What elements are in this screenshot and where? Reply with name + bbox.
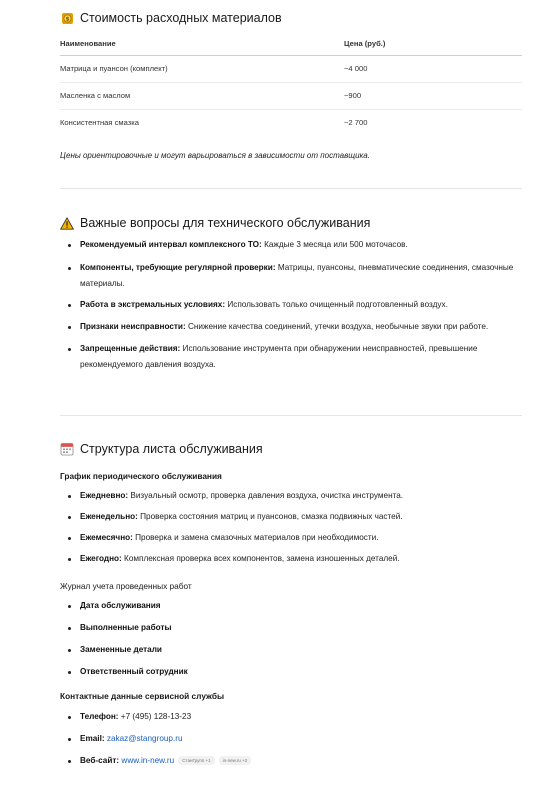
list-item [60,260,522,292]
maintenance-heading [60,216,522,230]
contacts-list [60,709,522,769]
item-label: Ежегодно: [80,554,122,563]
schedule-subheading: График периодического обслуживания [60,471,222,481]
costs-table [60,32,522,136]
item-label: Рекомендуемый интервал комплексного ТО: [80,240,262,249]
item-price: ~4 000 [344,64,368,73]
site-label: Веб-сайт: [80,756,120,765]
journal-list [60,598,522,680]
svg-text:$: $ [65,16,69,23]
table-row [60,82,522,109]
divider [60,188,522,189]
item-name: Консистентная смазка [60,118,139,128]
costs-section [60,11,522,25]
list-item [60,551,522,567]
list-item [60,509,522,525]
list-item [60,530,522,546]
website-link[interactable]: www.in-new.ru [121,756,175,765]
calendar-icon [60,442,74,456]
table-header-row [60,32,522,55]
source-chip[interactable]: СтанГрупп +1 [178,756,214,765]
item-label: Еженедельно: [80,512,138,521]
item-label: Ежедневно: [80,491,129,500]
item-text: Комплексная проверка всех компонентов, замена изношенных деталей. [121,554,400,563]
price-note: Цены ориентировочные и могут варьироваться в зависимости от поставщика. [60,151,370,160]
item-text: Проверка и замена смазочных материалов при необходимости. [132,533,379,542]
maintenance-section [60,216,522,230]
item-label: Запрещенные действия: [80,344,181,353]
sheet-heading [60,442,522,456]
list-item [60,598,522,614]
list-item [60,731,522,747]
item-text: Матрицы, пуансоны, пневматические соединения, смазочные материалы. [80,263,514,288]
item-text: Каждые 3 месяца или 500 моточасов. [261,240,408,249]
item-price: ~2 700 [344,118,368,128]
email-link[interactable]: zakaz@stangroup.ru [106,734,183,743]
item-label: Работа в экстремальных условиях: [80,300,226,309]
table-row [60,55,522,82]
costs-title: Стоимость расходных материалов [80,11,282,25]
journal-item: Замененные детали [80,645,162,654]
list-item [60,620,522,636]
phone-label: Телефон: [80,712,119,721]
phone-value: +7 (495) 128-13-23 [118,712,192,721]
journal-item: Выполненные работы [80,623,172,632]
email-label: Email: [80,734,105,743]
column-header-price: Цена (руб.) [344,38,386,48]
maintenance-list [60,237,522,373]
list-item [60,297,522,313]
schedule-list [60,488,522,567]
item-text: Использовать только очищенный подготовленный воздух. [225,300,448,309]
list-item [60,341,522,373]
money-bag-icon [60,11,74,25]
sheet-title: Структура листа обслуживания [80,442,263,456]
journal-item: Дата обслуживания [80,601,161,610]
item-name: Масленка с маслом [60,91,131,100]
item-name: Матрица и пуансон (комплект) [60,64,168,73]
sheet-section [60,442,522,456]
list-item [60,237,522,253]
warning-icon [60,216,74,230]
costs-heading [60,11,522,25]
contacts-subheading: Контактные данные сервисной службы [60,691,225,701]
journal-item: Ответственный сотрудник [80,667,188,676]
item-price: ~900 [344,91,362,100]
item-text: Проверка состояния матриц и пуансонов, смазка подвижных частей. [137,512,403,521]
list-item [60,319,522,335]
list-item [60,642,522,658]
maintenance-title: Важные вопросы для технического обслуживания [80,216,371,230]
list-item [60,753,522,769]
item-text: Использование инструмента при обнаружении неисправностей, превышение рекомендуемого давления воздуха. [80,344,478,369]
journal-subheading: Журнал учета проведенных работ [60,581,192,591]
item-label: Компоненты, требующие регулярной проверки: [80,263,276,272]
list-item [60,664,522,680]
list-item [60,709,522,725]
source-chip[interactable]: in-new.ru +2 [219,756,252,765]
item-label: Ежемесячно: [80,533,133,542]
table-row [60,109,522,136]
costs-table-wrap [60,32,522,136]
item-label: Признаки неисправности: [80,322,186,331]
column-header-name: Наименование [60,38,116,48]
item-text: Снижение качества соединений, утечки воздуха, необычные звуки при работе. [185,322,489,331]
list-item [60,488,522,504]
item-text: Визуальный осмотр, проверка давления воздуха, очистка инструмента. [128,491,404,500]
divider [60,415,522,416]
